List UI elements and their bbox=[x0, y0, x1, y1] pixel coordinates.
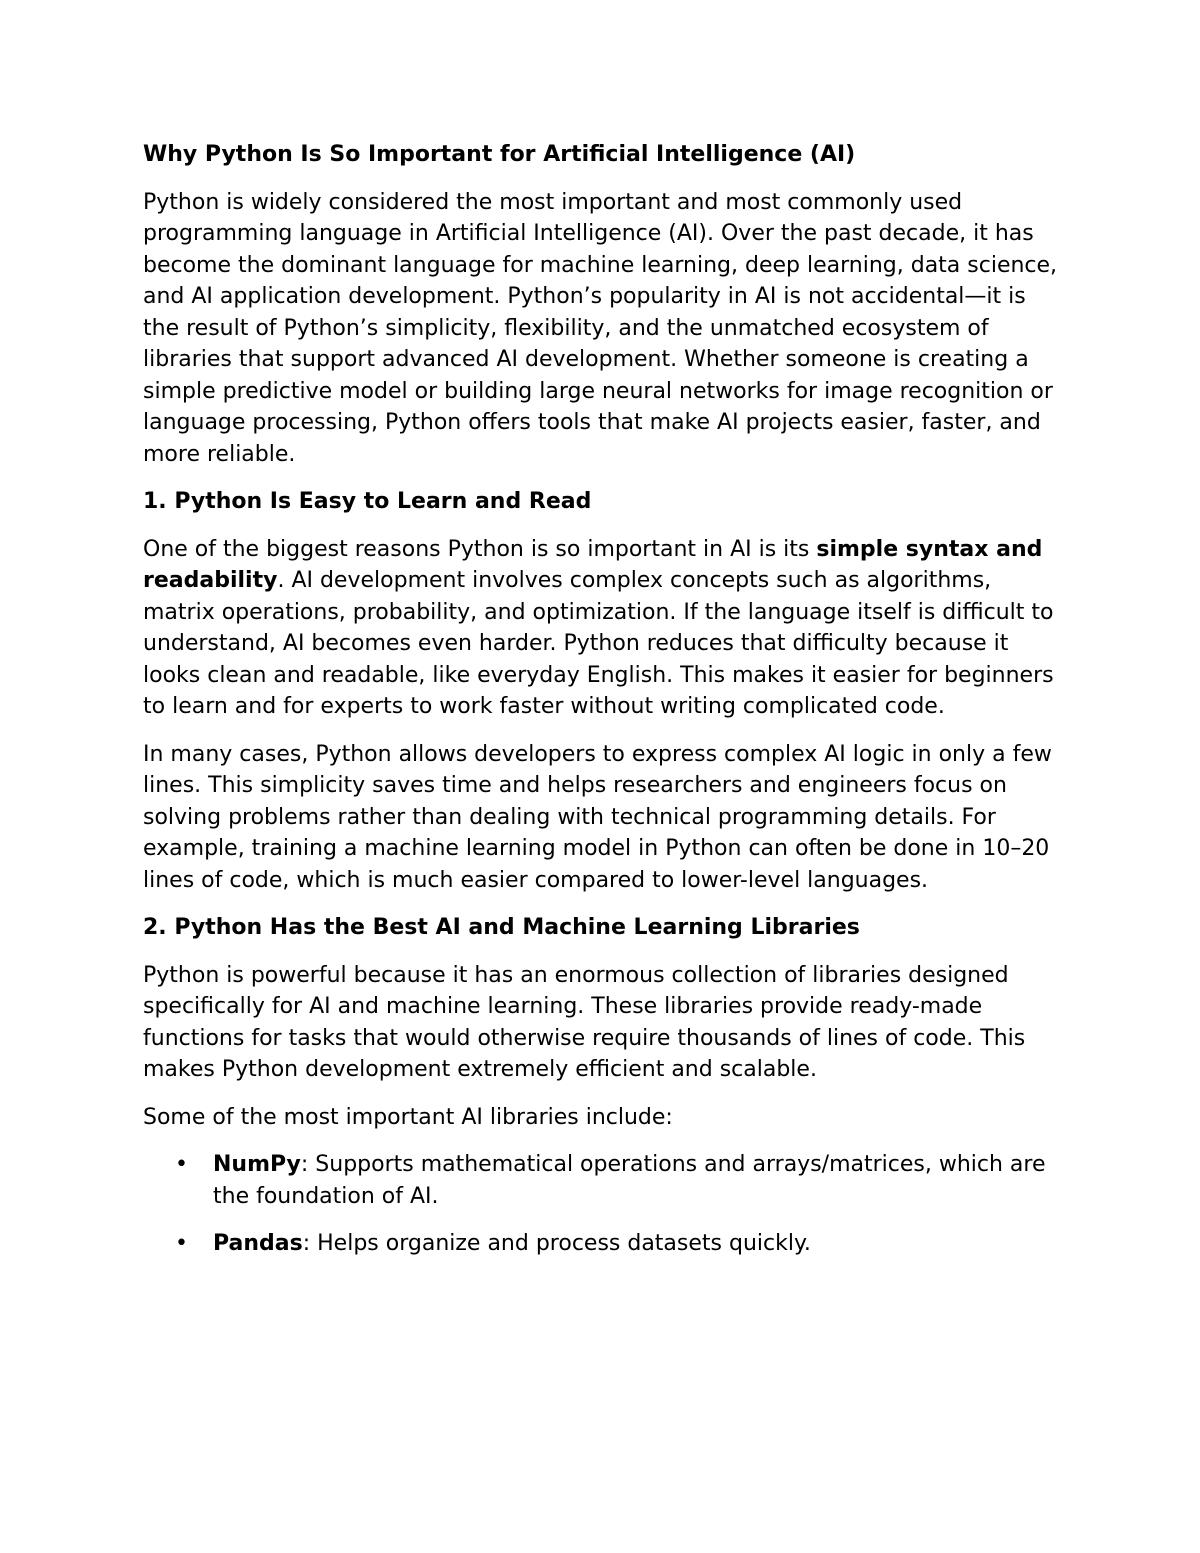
section-1-paragraph-2: In many cases, Python allows developers to express complex AI logic in only a few lines. This simplicity saves time and helps researchers and engineers focus on solving problems rather than dealing with technical programming details. For example, training a machine learning model in Python can often be done in 10–20 lines of code, which is much easier compared to lower-level languages. bbox=[143, 741, 1052, 893]
section-1-paragraph-1 bbox=[143, 534, 1063, 723]
document-body bbox=[143, 139, 1063, 1276]
library-name: Pandas bbox=[213, 1231, 303, 1256]
section-1-bold-phrase: simple syntax and readability bbox=[143, 536, 1043, 593]
library-name: NumPy bbox=[213, 1152, 301, 1177]
document-title: Why Python Is So Important for Artificial Intelligence (AI) bbox=[143, 142, 856, 167]
section-1-heading: 1. Python Is Easy to Learn and Read bbox=[143, 489, 592, 514]
library-list bbox=[143, 1149, 1063, 1260]
bullet-icon: • bbox=[175, 1231, 188, 1256]
intro-paragraph: Python is widely considered the most important and most commonly used programming language in Artificial Intelligence (AI). Over the past decade, it has become the dominant language for machine learning, deep learning, data science, and AI application development. Python’s popularity in AI is not accidental—it is the result of Python’s simplicity, flexibility, and the unmatched ecosystem of libraries that support advanced AI development. Whether someone is creating a simple predictive model or building large neural networks for image recognition or language processing, Python offers tools that make AI projects easier, faster, and more reliable. bbox=[143, 189, 1058, 467]
section-2-paragraph-1: Python is powerful because it has an enormous collection of libraries designed specifically for AI and machine learning. These libraries provide ready-made functions for tasks that would otherwise require thousands of lines of code. This makes Python development extremely efficient and scalable. bbox=[143, 962, 1026, 1082]
list-item-pandas bbox=[143, 1228, 1063, 1260]
section-2-heading: 2. Python Has the Best AI and Machine Learning Libraries bbox=[143, 915, 860, 940]
library-description: : Supports mathematical operations and arrays/matrices, which are the foundation of AI. bbox=[213, 1152, 1046, 1209]
section-2-paragraph-2: Some of the most important AI libraries include: bbox=[143, 1104, 673, 1130]
section-1-paragraph-1-rest: . AI development involves complex concepts such as algorithms, matrix operations, probability, and optimization. If the language itself is difficult to understand, AI becomes even harder. Python reduces that difficulty because it looks clean and readable, like everyday English. This makes it easier for beginners to learn and for experts to work faster without writing complicated code. bbox=[143, 568, 1054, 719]
section-1-paragraph-1-lead: One of the biggest reasons Python is so important in AI is its bbox=[143, 536, 817, 562]
bullet-icon: • bbox=[175, 1152, 188, 1177]
list-item-numpy bbox=[143, 1149, 1063, 1212]
library-description: : Helps organize and process datasets quickly. bbox=[302, 1231, 811, 1256]
